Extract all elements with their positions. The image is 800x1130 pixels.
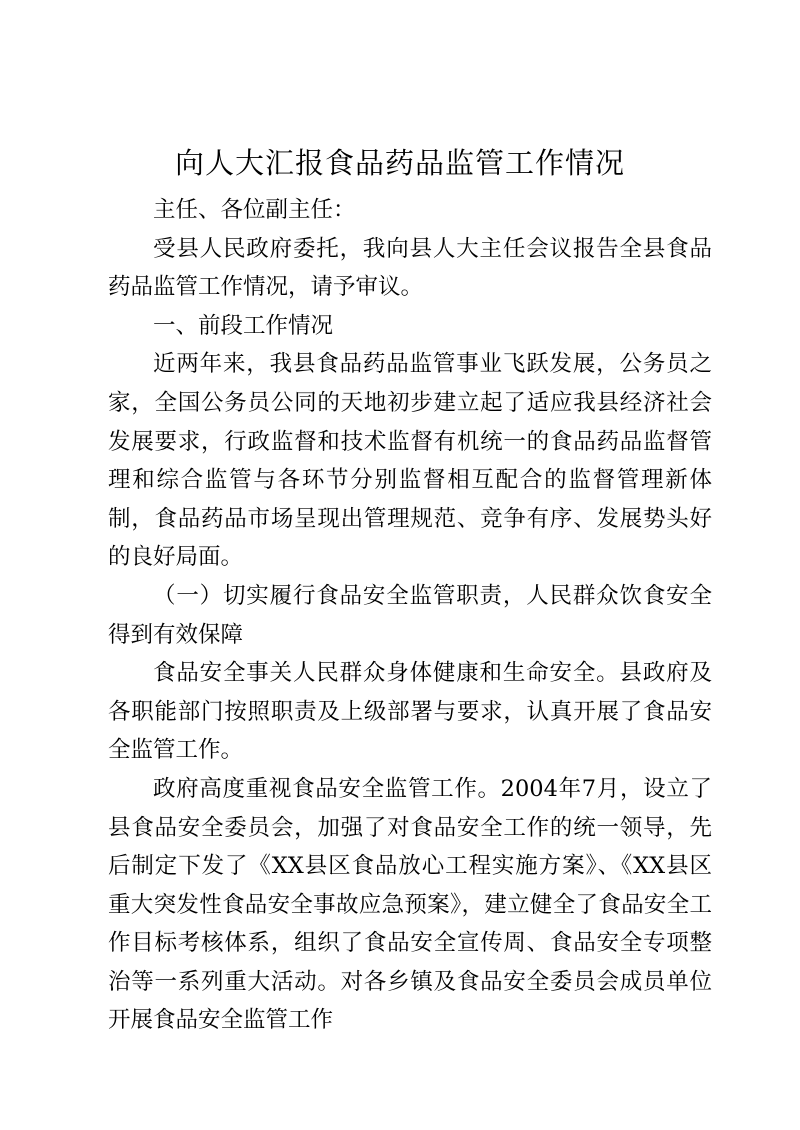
salutation: 主任、各位副主任： <box>153 197 356 223</box>
body-paragraph: 近两年来，我县食品药品监管事业飞跃发展，公务员之家，全国公务员公同的天地初步建立起了适应我县经济社会发展要求，行政监督和技术监督有机统一的食品药品监督管理和综合监管与各环节分别监督相互配合的监督管理新体制，食品药品市场呈现出管理规范、竞争有序、发展势头好的良好局面。 <box>108 351 712 571</box>
body-paragraph: 食品安全事关人民群众身体健康和生命安全。县政府及各职能部门按照职责及上级部署与要求，认真开展了食品安全监管工作。 <box>108 660 712 764</box>
section-heading: 一、前段工作情况 <box>153 312 334 339</box>
body-paragraph: 政府高度重视食品安全监管工作。2004年7月，设立了县食品安全委员会，加强了对食品安全工作的统一领导，先后制定下发了《XX县区食品放心工程实施方案》、《XX县区重大突发性食品安全事故应急预案》，建立健全了食品安全工作目标考核体系，组织了食品安全宣传周、食品安全专项整治等一系列重大活动。对各乡镇及食品安全委员会成员单位开展食品安全监管工作 <box>108 775 712 1034</box>
subsection-heading: （一）切实履行食品安全监管职责，人民群众饮食安全得到有效保障 <box>108 582 712 648</box>
document-body <box>108 191 712 1040</box>
document-title: 向人大汇报食品药品监管工作情况 <box>174 146 625 180</box>
intro-paragraph: 受县人民政府委托，我向县人大主任会议报告全县食品药品监管工作情况，请予审议。 <box>108 235 712 301</box>
